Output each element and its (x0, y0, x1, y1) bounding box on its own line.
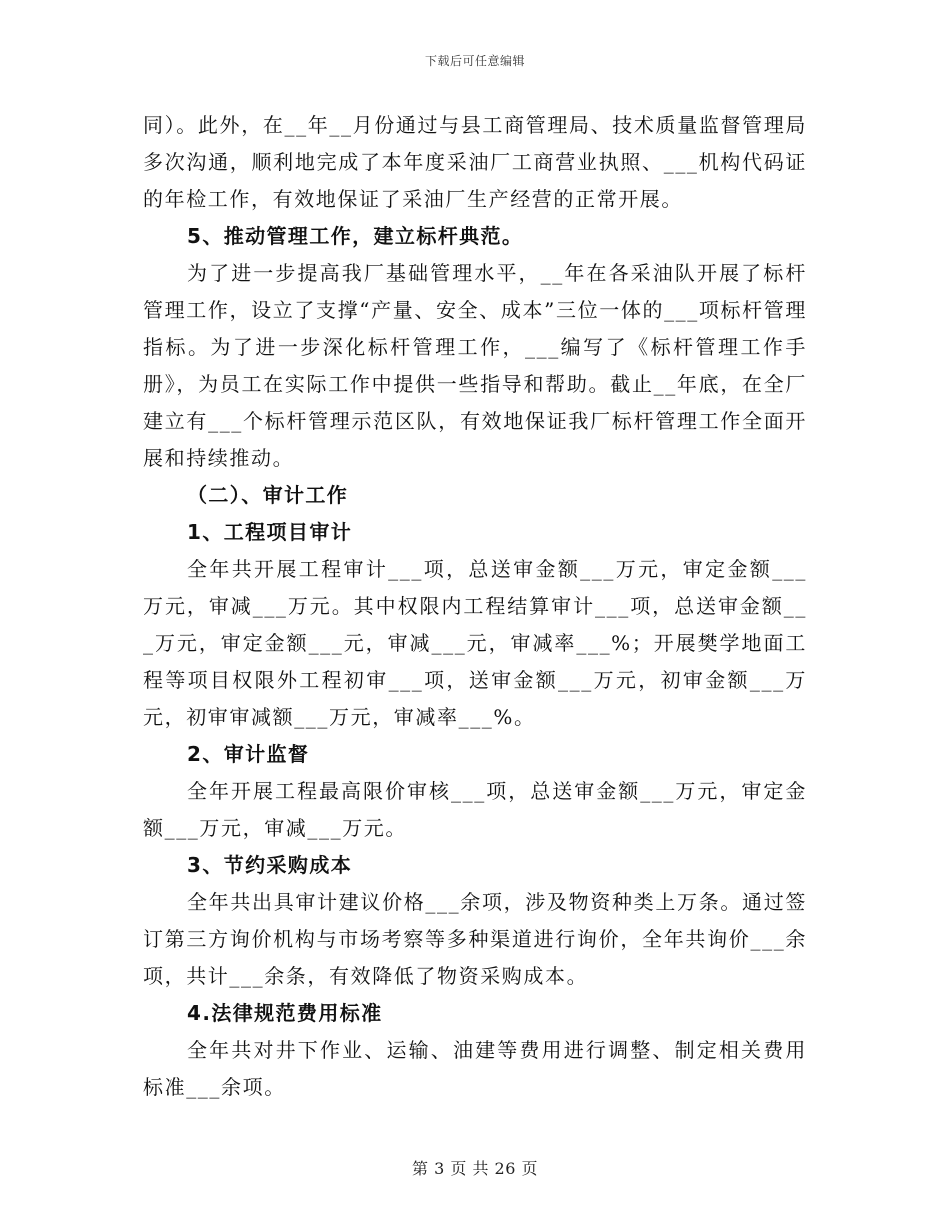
heading-benchmark-management: 5、推动管理工作，建立标杆典范。 (187, 224, 524, 248)
heading-legal-cost-standards: 4.法律规范费用标准 (187, 1001, 383, 1025)
paragraph-continuation: 同）。此外，在__年__月份通过与县工商管理局、技术质量监督管理局多次沟通，顺利地完成了本年度采油厂工商营业执照、___机构代码证的年检工作，有效地保证了采油厂生产经营的正常开展。 (143, 113, 807, 211)
page-number-footer: 第 3 页 共 26 页 (412, 1159, 538, 1178)
section-heading-audit: （二）、审计工作 (187, 483, 349, 507)
paragraph-benchmark: 为了进一步提高我厂基础管理水平，__年在各采油队开展了标杆管理工作，设立了支撑“产量、安全、成本”三位一体的___项标杆管理指标。为了进一步深化标杆管理工作，___编写了《标杆管理工作手册》，为员工在实际工作中提供一些指导和帮助。截止__年底，在全厂建立有___个标杆管理示范区队，有效地保证我厂标杆管理工作全面开展和持续推动。 (143, 261, 807, 470)
heading-procurement-cost: 3、节约采购成本 (187, 853, 353, 877)
page-header: 下载后可任意编辑 (424, 54, 525, 68)
paragraph-procurement-cost: 全年共出具审计建议价格___余项，涉及物资种类上万条。通过签订第三方询价机构与市场考察等多种渠道进行询价，全年共询价___余项，共计___余条，有效降低了物资采购成本。 (143, 890, 807, 988)
paragraph-project-audit: 全年共开展工程审计___项，总送审金额___万元，审定金额___万元，审减___万元。其中权限内工程结算审计___项，总送审金额___万元，审定金额___元，审减___元，审减率___%；开展樊学地面工程等项目权限外工程初审___项，送审金额___万元，初审金额___万元，初审审减额___万元，审减率___%。 (143, 557, 807, 729)
heading-audit-supervision: 2、审计监督 (187, 742, 310, 766)
heading-project-audit: 1、工程项目审计 (187, 520, 353, 544)
paragraph-audit-supervision: 全年开展工程最高限价审核___项，总送审金额___万元，审定金额___万元，审减___万元。 (143, 779, 807, 840)
document-body (143, 107, 807, 1106)
paragraph-legal-cost-standards: 全年共对井下作业、运输、油建等费用进行调整、制定相关费用标准___余项。 (143, 1038, 807, 1099)
